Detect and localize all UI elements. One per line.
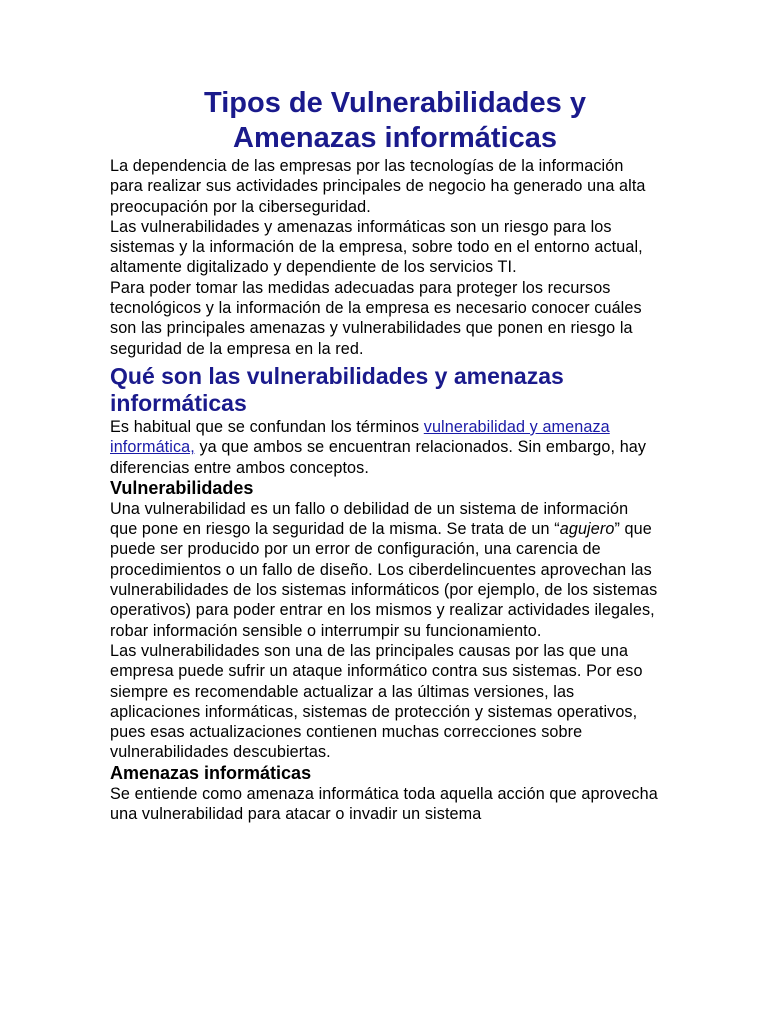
vulnerabilities-text-after-em: ” que puede ser producido por un error de configuración, una carencia de procedimientos o un fallo de diseño. Los ciberdelincuentes aprovechan las vulnerabilidades de los sistemas informáticos (por ejemplo, de los sistemas operativos) para poder entrar en los mismos y realizar actividades ilegales, robar información sensible o interrumpir su funcionamiento. — [110, 520, 658, 640]
document-title: Tipos de Vulnerabilidades y Amenazas informáticas — [204, 87, 586, 154]
definitions-text-before-link: Es habitual que se confundan los términos — [110, 417, 424, 436]
threats-paragraph-1: Se entiende como amenaza informática toda aquella acción que aprovecha una vulnerabilidad para atacar o invadir un sistema — [110, 784, 658, 824]
intro-paragraph-3: Para poder tomar las medidas adecuadas para proteger los recursos tecnológicos y la información de la empresa es necesario conocer cuáles son las principales amenazas y vulnerabilidades que ponen en riesgo la seguridad de la empresa en la red. — [110, 278, 642, 358]
intro-paragraph-1: La dependencia de las empresas por las tecnologías de la información para realizar sus actividades principales de negocio ha generado una alta preocupación por la ciberseguridad. — [110, 157, 646, 216]
vulnerability-threat-link[interactable]: vulnerabilidad y amenaza informática, — [110, 417, 610, 457]
subheading-threats: Amenazas informáticas — [110, 762, 312, 783]
definitions-paragraph — [110, 417, 658, 478]
section-heading-definitions: Qué son las vulnerabilidades y amenazas informáticas — [110, 362, 564, 416]
subheading-vulnerabilities: Vulnerabilidades — [110, 477, 254, 498]
vulnerabilities-paragraph-2: Las vulnerabilidades son una de las principales causas por las que una empresa puede sufrir un ataque informático contra sus sistemas. Por eso siempre es recomendable actualizar a las últimas versiones, las aplicaciones informáticas, sistemas de protección y sistemas operativos, pues esas actualizaciones contienen muchas correcciones sobre vulnerabilidades descubiertas. — [110, 641, 643, 762]
intro-paragraph-2: Las vulnerabilidades y amenazas informáticas son un riesgo para los sistemas y la información de la empresa, sobre todo en el entorno actual, altamente digitalizado y dependiente de los servicios TI. — [110, 217, 643, 277]
definitions-text-after-link: ya que ambos se encuentran relacionados. Sin embargo, hay diferencias entre ambos conceptos. — [110, 438, 647, 477]
vulnerabilities-emphasis: agujero — [559, 520, 615, 539]
vulnerabilities-text-before-em: Una vulnerabilidad es un fallo o debilidad de un sistema de información que pone en riesgo la seguridad de la misma. Se trata de un “ — [110, 499, 629, 539]
vulnerabilities-paragraph-1 — [110, 499, 658, 641]
